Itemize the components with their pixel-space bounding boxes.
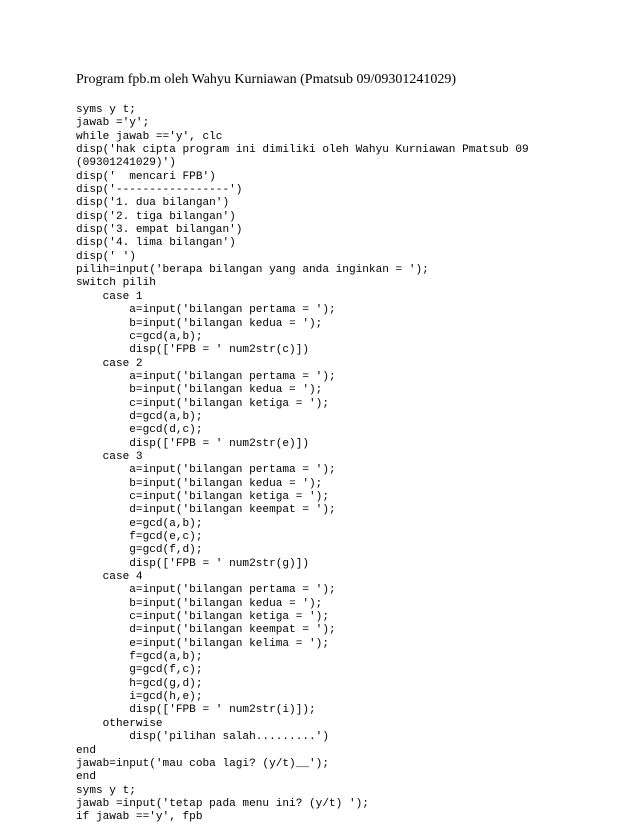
code-line: a=input('bilangan pertama = ');: [76, 304, 336, 317]
code-line: c=input('bilangan ketiga = ');: [76, 611, 329, 624]
code-line: d=input('bilangan keempat = ');: [76, 624, 336, 637]
code-line: i=gcd(h,e);: [76, 691, 203, 704]
code-line: f=gcd(a,b);: [76, 651, 203, 664]
code-line: jawab =input('tetap pada menu ini? (y/t) ');: [76, 797, 369, 810]
code-line: e=gcd(d,c);: [76, 424, 203, 437]
code-line: switch pilih: [76, 277, 156, 290]
code-line: disp('1. dua bilangan'): [76, 197, 230, 210]
code-line: jawab ='y';: [76, 117, 150, 130]
code-line: a=input('bilangan pertama = ');: [76, 464, 336, 477]
code-listing: [76, 104, 529, 825]
code-line: otherwise: [76, 717, 163, 730]
code-line: a=input('bilangan pertama = ');: [76, 584, 336, 597]
code-line: end: [76, 771, 96, 784]
code-line: disp('hak cipta program ini dimiliki oleh Wahyu Kurniawan Pmatsub 09: [76, 144, 529, 157]
code-line: a=input('bilangan pertama = ');: [76, 370, 336, 383]
code-line: g=gcd(f,c);: [76, 664, 203, 677]
code-line: case 1: [76, 290, 143, 303]
code-line: c=input('bilangan ketiga = ');: [76, 490, 329, 503]
code-line: c=gcd(a,b);: [76, 330, 203, 343]
code-line: syms y t;: [76, 104, 136, 116]
code-line: disp(' mencari FPB'): [76, 170, 216, 183]
code-line: pilih=input('berapa bilangan yang anda inginkan = ');: [76, 264, 429, 277]
code-line: disp(' '): [76, 250, 136, 263]
code-line: if jawab =='y', fpb: [76, 811, 203, 824]
code-line: g=gcd(f,d);: [76, 544, 203, 557]
code-line: disp('pilihan salah.........'): [76, 731, 329, 744]
code-line: while jawab =='y', clc: [76, 130, 223, 143]
code-line: d=input('bilangan keempat = ');: [76, 504, 336, 517]
code-line: b=input('bilangan kedua = ');: [76, 477, 323, 490]
code-line: case 3: [76, 450, 143, 463]
code-line: disp(['FPB = ' num2str(c)]): [76, 344, 310, 357]
code-line: f=gcd(e,c);: [76, 531, 203, 543]
code-line: disp(['FPB = ' num2str(i)]);: [76, 704, 316, 717]
code-line: jawab=input('mau coba lagi? (y/t)__');: [76, 757, 329, 770]
code-line: disp(['FPB = ' num2str(g)]): [76, 557, 310, 570]
code-line: b=input('bilangan kedua = ');: [76, 597, 323, 610]
code-line: end: [76, 744, 96, 757]
page-title: Program fpb.m oleh Wahyu Kurniawan (Pmatsub 09/09301241029): [76, 72, 457, 87]
code-line: d=gcd(a,b);: [76, 410, 203, 423]
code-line: disp('-----------------'): [76, 184, 243, 197]
code-line: case 4: [76, 571, 143, 584]
code-line: disp('3. empat bilangan'): [76, 224, 243, 237]
code-line: b=input('bilangan kedua = ');: [76, 384, 323, 397]
code-line: e=gcd(a,b);: [76, 517, 203, 530]
code-line: case 2: [76, 357, 143, 370]
code-line: e=input('bilangan kelima = ');: [76, 637, 329, 650]
code-line: (09301241029)'): [76, 157, 176, 170]
code-line: syms y t;: [76, 784, 136, 797]
code-line: disp('2. tiga bilangan'): [76, 210, 236, 223]
code-line: h=gcd(g,d);: [76, 677, 203, 690]
code-line: c=input('bilangan ketiga = ');: [76, 397, 329, 410]
code-line: disp(['FPB = ' num2str(e)]): [76, 437, 310, 450]
code-line: b=input('bilangan kedua = ');: [76, 317, 323, 330]
code-line: disp('4. lima bilangan'): [76, 237, 236, 250]
